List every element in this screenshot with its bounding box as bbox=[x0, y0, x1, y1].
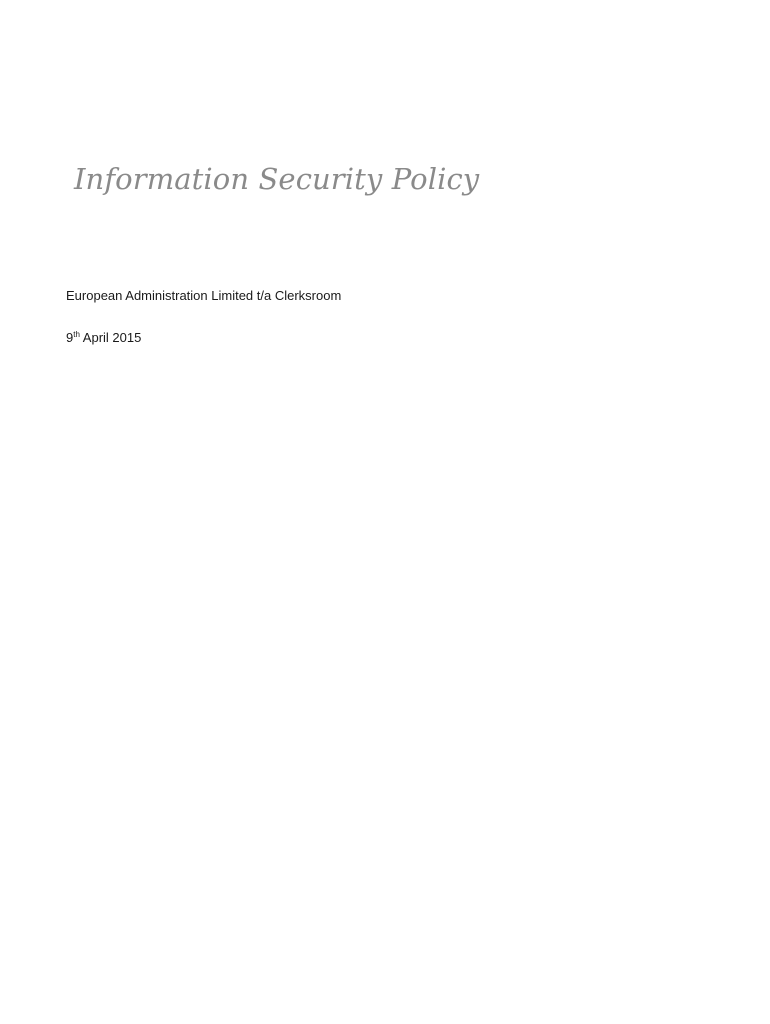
document-date bbox=[66, 330, 141, 345]
organization-name: European Administration Limited t/a Clerksroom bbox=[66, 288, 342, 303]
date-month-year: April 2015 bbox=[79, 330, 142, 345]
date-ordinal-suffix: th bbox=[73, 330, 80, 339]
date-day: 9 bbox=[66, 330, 74, 345]
document-title: Information Security Policy bbox=[74, 162, 480, 196]
